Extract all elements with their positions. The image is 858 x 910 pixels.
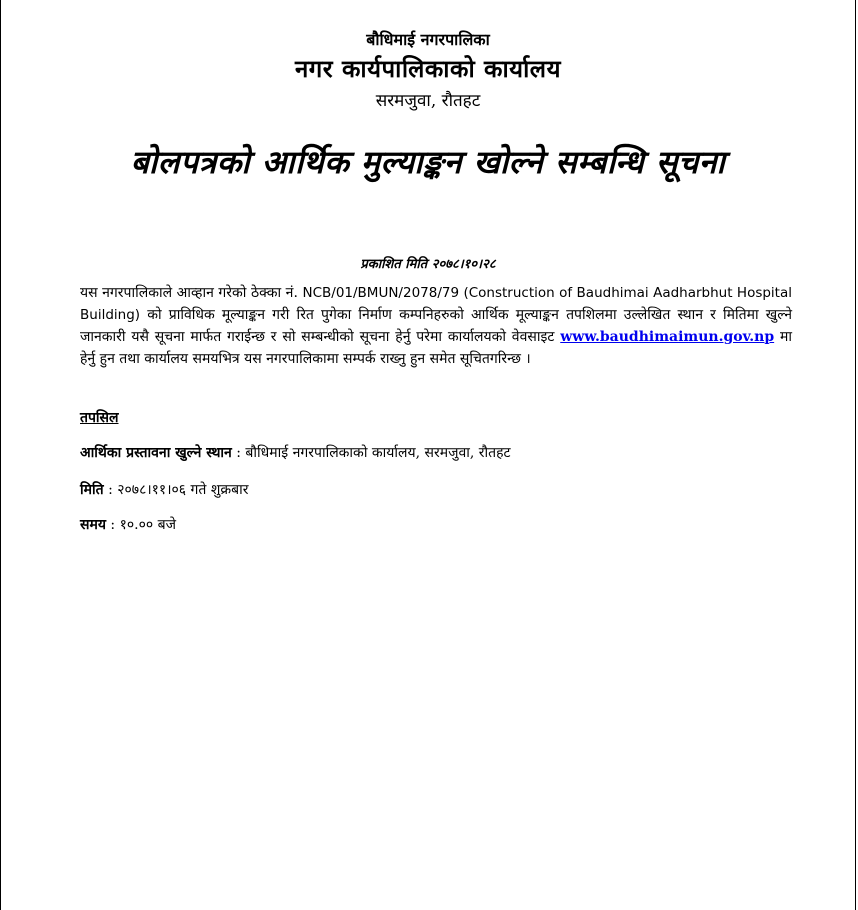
details-section-label: तपसिल bbox=[80, 410, 119, 426]
municipality-name: बौधिमाई नगरपालिका bbox=[366, 30, 490, 49]
date-label: मिति bbox=[80, 482, 104, 498]
office-name: नगर कार्यपालिकाको कार्यालय bbox=[294, 54, 562, 83]
time-value: : १०.०० बजे bbox=[110, 517, 176, 533]
body-text-part3: मा हेर्नु हुन तथा कार्यालय समयभित्र यस नगरपालिकामा सम्पर्क राख्नु हुन समेत सूचितगरिन्छ । bbox=[80, 329, 792, 367]
detail-place bbox=[80, 443, 511, 462]
notice-body bbox=[80, 282, 792, 370]
body-text-part1: यस नगरपालिकाले आव्हान गरेको ठेक्का नं. bbox=[80, 285, 298, 301]
notice-title: बोलपत्रको आर्थिक मुल्याङ्कन खोल्ने सम्बन्धि सूचना bbox=[130, 143, 726, 181]
detail-time bbox=[80, 515, 176, 534]
place-value: : बौधिमाई नगरपालिकाको कार्यालय, सरमजुवा, रौतहट bbox=[236, 445, 511, 461]
published-date: प्रकाशित मिति २०७८।१०।२८ bbox=[360, 257, 496, 272]
website-link[interactable]: www.baudhimaimun.gov.np bbox=[560, 329, 775, 345]
tender-reference: NCB/01/BMUN/2078/79 (Construction of Baudhimai Aadharbhut Hospital Building) bbox=[80, 285, 793, 323]
place-label: आर्थिका प्रस्तावना खुल्ने स्थान bbox=[80, 445, 232, 461]
detail-date bbox=[80, 480, 248, 499]
body-text-part2: को प्राविधिक मूल्याङ्कन गरी रित पुगेका निर्माण कम्पनिहरुको आर्थिक मूल्याङ्कन तपशिलमा उल्लेखित स्थान र मितिमा खुल्ने जानकारी यसै सूचना मार्फत गराईन्छ र सो सम्बन्धीको सूचना हेर्नु परेमा कार्यालयको वेवसाइट bbox=[80, 307, 792, 345]
time-label: समय bbox=[80, 517, 106, 533]
date-value: : २०७८।११।०६ गते शुक्रबार bbox=[108, 482, 249, 498]
office-address: सरमजुवा, रौतहट bbox=[375, 91, 481, 111]
